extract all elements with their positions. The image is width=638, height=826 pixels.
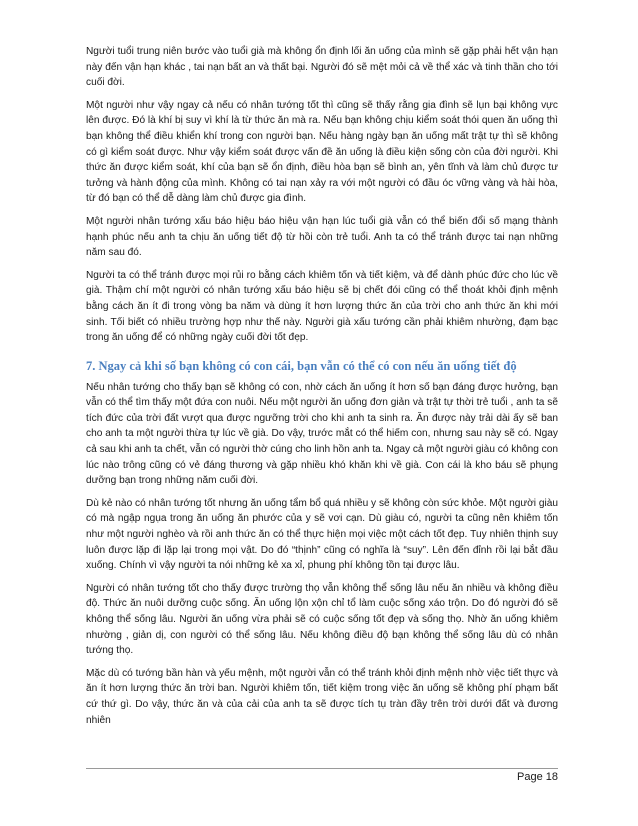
- footer-divider: [86, 768, 558, 769]
- paragraph-1: Người tuổi trung niên bước vào tuổi già mà không ổn định lối ăn uống của mình sẽ gặp phải hết vận hạn này đến vận hạn khác , tai nạn bất an và thất bại. Người đó sẽ mệt mỏi cả về thể xác và tinh thần cho tới cuối đời.: [86, 46, 558, 89]
- page-content: [86, 44, 558, 735]
- paragraph-3: Một người nhân tướng xấu báo hiệu báo hiệu vận hạn lúc tuổi già vẫn có thể biến đổi số mạng thành hạnh phúc nếu anh ta chịu ăn uống tiết độ từ hồi còn trẻ tuổi. Anh ta có thể tránh được tai nạn những năm sau đó.: [86, 215, 558, 259]
- paragraph-8: Mặc dù có tướng bần hàn và yếu mệnh, một người vẫn có thể tránh khỏi định mệnh nhờ việc tiết thực và ăn ít hơn lượng thức ăn trời ban. Người khiêm tốn, tiết kiệm trong việc ăn uống sẽ không phí phạm bất cứ thứ gì. Do vậy, thức ăn và của cải của anh ta sẽ được tích tụ tràn đầy trên trời dưới đất và đương nhiên: [86, 667, 558, 726]
- paragraph-6: Dù kẻ nào có nhân tướng tốt nhưng ăn uống tẩm bổ quá nhiều y sẽ không còn sức khỏe. Một người giàu có mà ngập ngụa trong ăn uống ăn phước của y sẽ vơi cạn. Dù giàu có, người ta cũng nên khiêm tốn như một người nghèo và rồi anh thức ăn có thể thực hiện mọi việc một cách tốt đẹp. Tuy nhiên thịnh suy luôn được lặp đi lặp lại trong mọi vật. Do đó “thịnh” cũng có nghĩa là “suy”. Lên đến đỉnh rồi lại bắt đầu xuống. Chính vì vậy người ta nói những kẻ xa xỉ, phung phí không tồn tại được lâu.: [86, 497, 558, 572]
- paragraph-2: Một người như vậy ngay cả nếu có nhân tướng tốt thì cũng sẽ thấy rằng gia đình sẽ lụn bại không vực lên được. Đó là khí bị suy vì khí là từ thức ăn mà ra. Nếu bạn không chịu kiểm soát thói quen ăn uống thì bạn không thể điều khiển khí trong con người bạn. Nếu hàng ngày bạn ăn uống mất trật tự thì sẽ không có gì kiểm soát được. Như vậy kiểm soát được vấn đề ăn uống là điều kiện sống còn của đời người. Khi thức ăn được kiểm soát, khí của bạn sẽ ổn định, điều hòa bạn sẽ bình an, yên tĩnh và làm chủ được tư tưởng và hành động của mình. Không có tai nạn xảy ra với một người có đầu óc vững vàng và hài hòa, từ đó bạn có thể dễ dàng làm chủ được gia đình.: [86, 99, 558, 205]
- paragraph-7: Người có nhân tướng tốt cho thấy được trường thọ vẫn không thể sống lâu nếu ăn nhiều và không điều độ. Thức ăn nuôi dưỡng cuộc sống. Ăn uống lộn xộn chỉ tổ làm cuộc sống xáo trộn. Do đó người đó sẽ không thể sống lâu. Người ăn uống vừa phải sẽ có cuộc sống tốt đẹp và sống thọ. Nhờ ăn uống khiêm nhường , giản dị, con người có thể sống lâu. Nếu không điều độ bạn không thể sống lâu dù có nhân tướng thọ.: [86, 582, 558, 657]
- section-heading: 7. Ngay cả khi số bạn không có con cái, bạn vẫn có thể có con nếu ăn uống tiết độ: [86, 358, 517, 373]
- paragraph-4: Người ta có thể tránh được mọi rủi ro bằng cách khiêm tốn và tiết kiệm, và để dành phúc đức cho lúc về già. Thậm chí một người có nhân tướng xấu báo hiệu sẽ bị chết đói cũng có thể thoát khỏi định mệnh bằng cách ăn ít đi trong vòng ba năm và dùng ít hơn lượng thức ăn của trời cho anh thức ăn khi mới sinh. Tối biết có nhiều trường hợp như thế này. Người già xấu tướng cần phải khiêm nhường, đạm bạc trong ăn uống để có những ngày cuối đời tốt đẹp.: [86, 269, 558, 344]
- page-footer: [517, 771, 558, 783]
- paragraph-5: Nếu nhân tướng cho thấy bạn sẽ không có con, nhờ cách ăn uống ít hơn số bạn đáng được hưởng, bạn vẫn có thể tìm thấy một đứa con nuôi. Nếu một người ăn uống đơn giản và trật tự thời trẻ tuổi , anh ta sẽ tích đức của trời đất vượt qua được ngưỡng trời cho khi anh ta sinh ra. Ăn được này trải dài ấy sẽ ban cho anh ta một người thừa tự lúc về già. Do vậy, trước mắt có thể hiếm con, nhưng sau này sẽ có. Ngay cả sau khi anh ta chết, vẫn có người thờ cúng cho linh hồn anh ta. Ngay cả một người giàu có không con lúc nào trông cũng có vẻ đáng thương và gặp nhiều khó khăn khi về già. Con cái là kho báu sẽ phụng dưỡng bạn trong những năm cuối đời.: [86, 381, 558, 487]
- page-number: Page 18: [517, 771, 558, 783]
